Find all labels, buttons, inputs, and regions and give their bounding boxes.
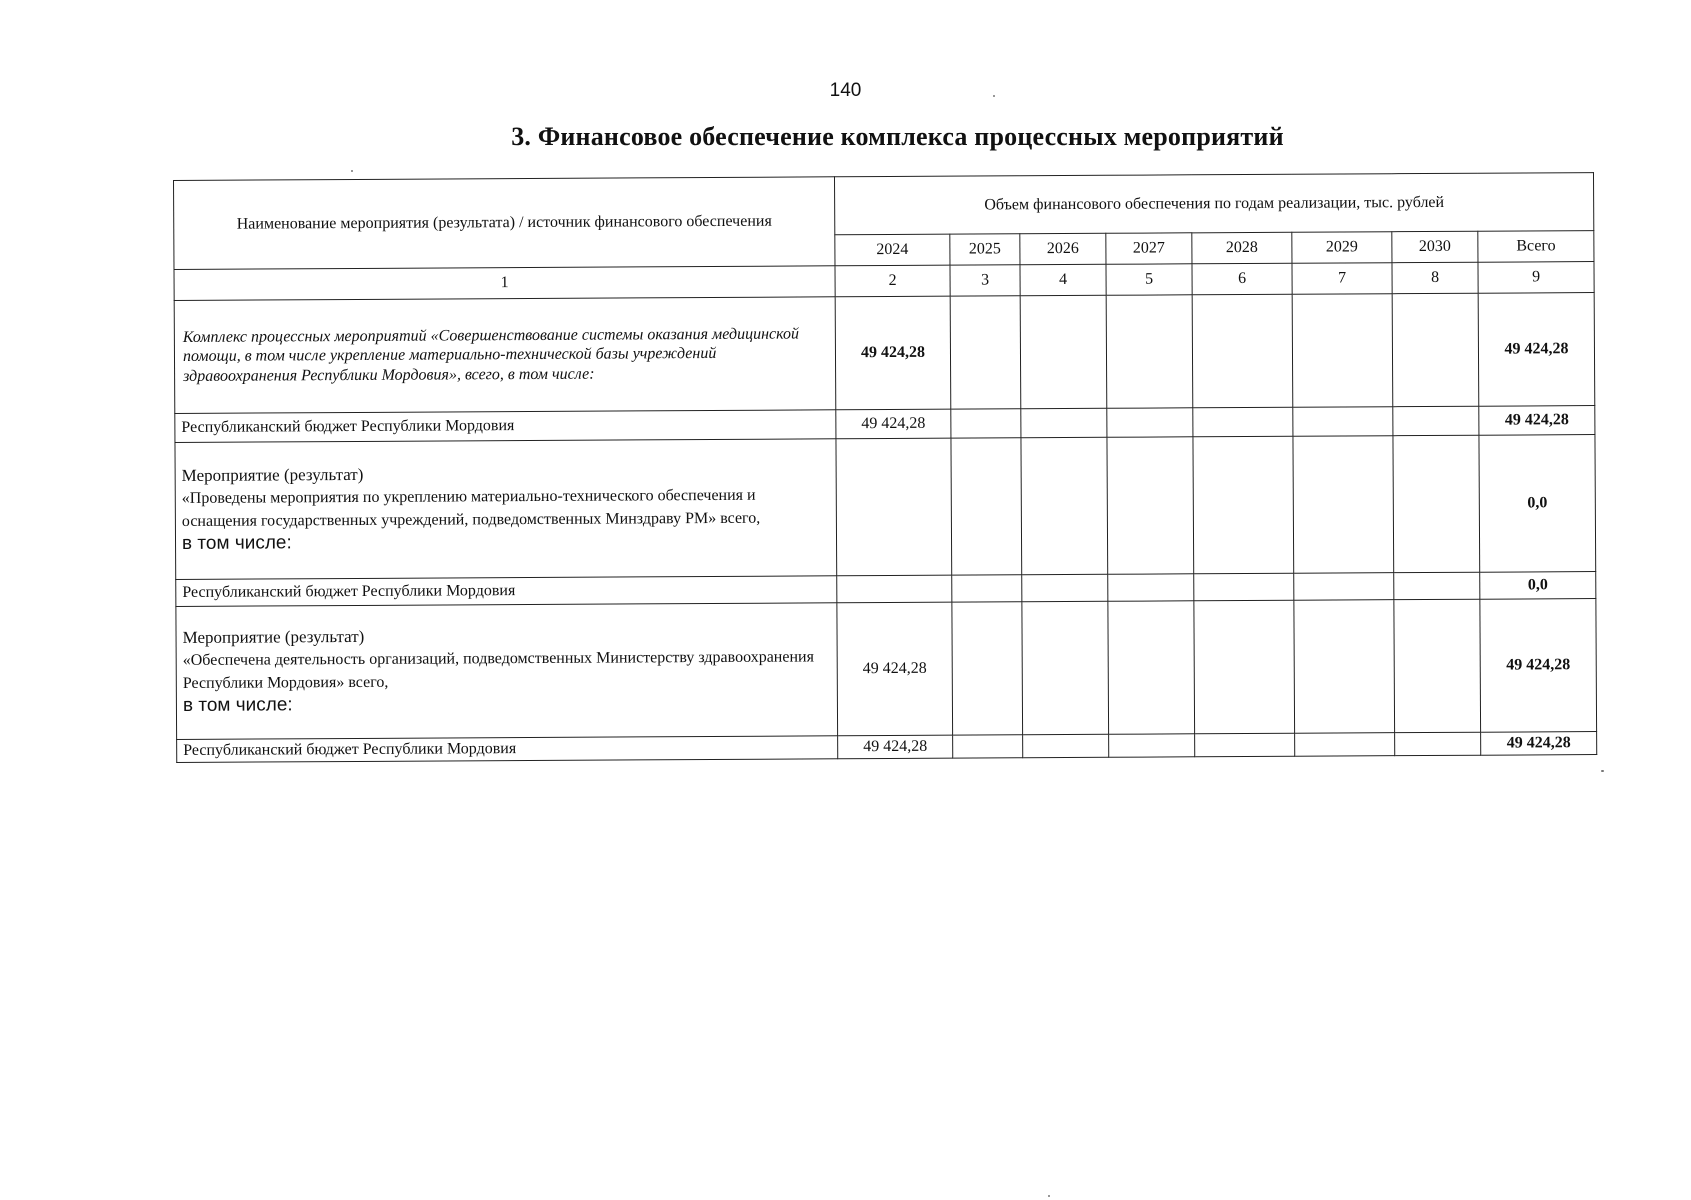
value-2026 (1023, 734, 1109, 757)
column-index: 6 (1192, 263, 1292, 295)
year-total: Всего (1478, 230, 1594, 262)
value-2026 (1022, 574, 1108, 601)
value-2024 (836, 438, 952, 576)
event-heading: Мероприятие (результат) (181, 465, 364, 486)
value-2028 (1192, 294, 1293, 408)
year-2028: 2028 (1192, 232, 1292, 264)
value-2025 (951, 438, 1022, 575)
scan-speck (993, 95, 995, 97)
value-2025 (952, 602, 1023, 735)
value-2030 (1395, 732, 1481, 755)
value-2024: 49 424,28 (836, 409, 951, 439)
event-heading: Мероприятие (результат) (182, 627, 365, 648)
event-description: «Проведены мероприятия по укреплению материально-технического обеспечения и оснащения государственных учреждений, подведомственных Минздраву РМ» всего, (181, 486, 761, 530)
year-2027: 2027 (1106, 232, 1192, 264)
page-number: 140 (829, 80, 862, 101)
page-title: 3. Финансовое обеспечение комплекса процессных мероприятий (511, 122, 1284, 151)
column-index: 4 (1020, 264, 1106, 295)
financing-table (173, 172, 1597, 763)
table-row (175, 435, 1596, 580)
value-total: 49 424,28 (1480, 599, 1597, 733)
header-row (174, 173, 1594, 239)
value-2025 (950, 296, 1021, 409)
value-2028 (1195, 733, 1295, 757)
year-2025: 2025 (950, 233, 1020, 265)
value-total: 49 424,28 (1479, 406, 1595, 436)
column-index: 8 (1392, 262, 1478, 293)
event-subtotal-note: в том числе: (182, 694, 293, 716)
scan-speck (1048, 1195, 1050, 1197)
value-2027 (1106, 295, 1193, 408)
value-2028 (1194, 573, 1294, 601)
source-name-cell: Республиканский бюджет Республики Мордовия (175, 410, 836, 443)
value-2024: 49 424,28 (838, 735, 953, 759)
header-name-cell: Наименование мероприятия (результата) / источник финансового обеспечения (174, 177, 835, 270)
value-2029 (1294, 600, 1395, 734)
event-name-cell (176, 603, 838, 740)
header-volume-cell: Объем финансового обеспечения по годам реализации, тыс. рублей (834, 173, 1593, 235)
value-2030 (1394, 599, 1481, 732)
value-2029 (1293, 407, 1393, 437)
column-index: 1 (174, 266, 835, 301)
source-name-cell: Республиканский бюджет Республики Мордовия (177, 736, 838, 763)
year-2024: 2024 (835, 234, 950, 266)
value-2025 (951, 409, 1021, 438)
column-index: 2 (835, 265, 950, 297)
source-name-cell: Республиканский бюджет Республики Мордовия (176, 576, 837, 607)
value-2027 (1108, 601, 1195, 734)
value-2028 (1194, 600, 1295, 734)
table-row (174, 293, 1595, 414)
value-total: 49 424,28 (1481, 732, 1597, 756)
value-2026 (1022, 601, 1109, 734)
table-row (176, 599, 1597, 740)
value-2024: 49 424,28 (837, 602, 953, 736)
value-2026 (1021, 437, 1108, 574)
value-2030 (1393, 406, 1479, 435)
value-2027 (1107, 437, 1194, 574)
value-2028 (1193, 407, 1293, 437)
value-2027 (1108, 574, 1194, 601)
value-total: 0,0 (1479, 435, 1596, 573)
value-2030 (1393, 435, 1480, 572)
column-index: 9 (1478, 262, 1594, 294)
value-2024 (837, 575, 952, 603)
column-index: 3 (950, 265, 1020, 296)
value-total: 49 424,28 (1478, 293, 1595, 407)
year-2026: 2026 (1020, 233, 1106, 265)
column-index: 5 (1106, 264, 1192, 295)
event-subtotal-note: в том числе: (181, 532, 292, 554)
event-name-cell (175, 439, 837, 580)
column-index: 7 (1292, 263, 1392, 295)
value-2029 (1293, 436, 1394, 574)
complex-name-cell: Комплекс процессных мероприятий «Совершенствование системы оказания медицинской помощи, в том числе укрепление материально-технической базы учреждений здравоохранения Республики Мордовия», всего, в том числе: (174, 297, 836, 414)
value-2028 (1193, 436, 1294, 574)
value-2026 (1021, 408, 1107, 437)
value-total: 0,0 (1480, 572, 1596, 600)
value-2029 (1295, 733, 1395, 757)
scan-speck (1601, 770, 1604, 772)
value-2025 (953, 735, 1023, 758)
value-2027 (1109, 734, 1195, 757)
year-2030: 2030 (1392, 231, 1478, 263)
value-2029 (1292, 294, 1393, 408)
value-2030 (1394, 572, 1480, 599)
value-2030 (1392, 293, 1479, 406)
scan-speck (351, 170, 353, 172)
value-2026 (1020, 295, 1107, 408)
event-description: «Обеспечена деятельность организаций, подведомственных Министерству здравоохранения Республики Мордовия» всего, (182, 648, 814, 692)
value-2025 (952, 575, 1022, 602)
value-2027 (1107, 408, 1193, 437)
value-2029 (1294, 573, 1394, 601)
value-2024: 49 424,28 (835, 296, 951, 410)
year-2029: 2029 (1292, 231, 1392, 263)
